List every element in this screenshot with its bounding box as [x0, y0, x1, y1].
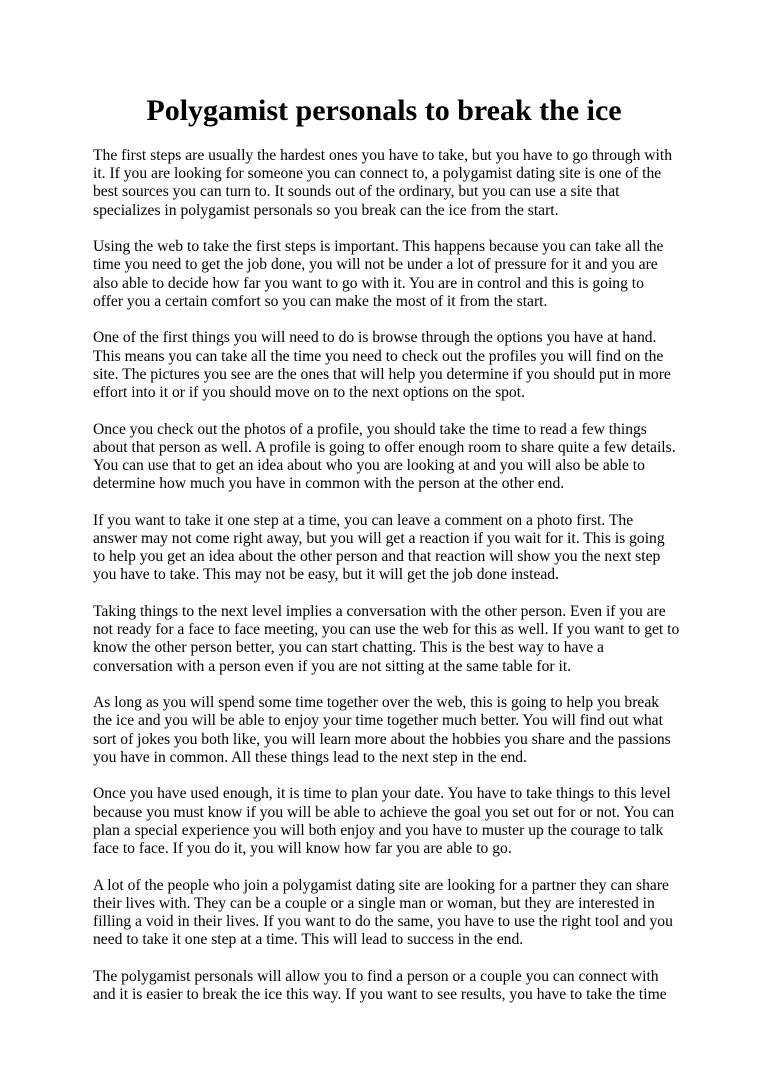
paragraph-1	[93, 147, 683, 220]
text-line: their lives with. They can be a couple or a single man or woman, but they are interested in	[93, 894, 655, 912]
text-line: conversation with a person even if you are not sitting at the same table for it.	[93, 657, 572, 675]
text-line: best sources you can turn to. It sounds out of the ordinary, but you can use a site that	[93, 183, 620, 201]
text-line: face to face. If you do it, you will know how far you are able to go.	[93, 840, 512, 858]
paragraph-10	[93, 968, 683, 1004]
text-line: You can use that to get an idea about who you are looking at and you will also be able to	[93, 457, 645, 475]
text-line: also able to decide how far you want to go with it. You are in control and this is going to	[93, 274, 644, 292]
text-line: know the other person better, you can start chatting. This is the best way to have a	[93, 639, 604, 657]
text-line: site. The pictures you see are the ones that will help you determine if you should put in more	[93, 365, 671, 383]
text-line: not ready for a face to face meeting, you can use the web for this as well. If you want to get to	[93, 621, 680, 639]
text-line: you have to take. This may not be easy, but it will get the job done instead.	[93, 566, 559, 584]
paragraph-3	[93, 329, 683, 402]
text-line: One of the first things you will need to do is browse through the options you have at hand.	[93, 329, 657, 347]
text-line: you have in common. All these things lead to the next step in the end.	[93, 748, 527, 766]
document-body	[93, 147, 683, 1023]
text-line: Once you have used enough, it is time to plan your date. You have to take things to this level	[93, 785, 671, 803]
text-line: Once you check out the photos of a profile, you should take the time to read a few things	[93, 420, 647, 438]
paragraph-7	[93, 694, 683, 767]
text-line: sort of jokes you both like, you will learn more about the hobbies you share and the passions	[93, 730, 671, 748]
paragraph-6	[93, 603, 683, 676]
document-title: Polygamist personals to break the ice	[146, 94, 622, 127]
paragraph-5	[93, 512, 683, 585]
text-line: to help you get an idea about the other person and that reaction will show you the next step	[93, 548, 661, 566]
text-line: it. If you are looking for someone you can connect to, a polygamist dating site is one of the	[93, 165, 662, 183]
paragraph-8	[93, 785, 683, 858]
text-line: This means you can take all the time you need to check out the profiles you will find on the	[93, 347, 664, 365]
text-line: and it is easier to break the ice this way. If you want to see results, you have to take the time	[93, 986, 667, 1004]
text-line: the ice and you will be able to enjoy your time together much better. You will find out what	[93, 712, 663, 730]
text-line: offer you a certain comfort so you can make the most of it from the start.	[93, 292, 548, 310]
text-line: Using the web to take the first steps is important. This happens because you can take all the	[93, 238, 664, 256]
text-line: The polygamist personals will allow you to find a person or a couple you can connect with	[93, 967, 659, 985]
paragraph-2	[93, 238, 683, 311]
text-line: need to take it one step at a time. This will lead to success in the end.	[93, 931, 524, 949]
text-line: filling a void in their lives. If you want to do the same, you have to use the right tool and you	[93, 913, 673, 931]
text-line: plan a special experience you will both enjoy and you have to muster up the courage to talk	[93, 821, 664, 839]
text-line: effort into it or if you should move on to the next options on the spot.	[93, 384, 525, 402]
text-line: determine how much you have in common with the person at the other end.	[93, 475, 565, 493]
text-line: A lot of the people who join a polygamist dating site are looking for a partner they can share	[93, 876, 669, 894]
text-line: Taking things to the next level implies a conversation with the other person. Even if you are	[93, 603, 666, 621]
text-line: time you need to get the job done, you will not be under a lot of pressure for it and you are	[93, 256, 658, 274]
text-line: about that person as well. A profile is going to offer enough room to share quite a few details.	[93, 438, 676, 456]
text-line: If you want to take it one step at a time, you can leave a comment on a photo first. The	[93, 511, 634, 529]
text-line: As long as you will spend some time together over the web, this is going to help you break	[93, 694, 660, 712]
text-line: because you must know if you will be able to achieve the goal you set out for or not. You can	[93, 803, 675, 821]
text-line: specializes in polygamist personals so you break can the ice from the start.	[93, 201, 559, 219]
text-line: answer may not come right away, but you will get a reaction if you wait for it. This is going	[93, 530, 665, 548]
text-line: The first steps are usually the hardest ones you have to take, but you have to go through with	[93, 147, 673, 164]
paragraph-9	[93, 877, 683, 950]
paragraph-4	[93, 421, 683, 494]
